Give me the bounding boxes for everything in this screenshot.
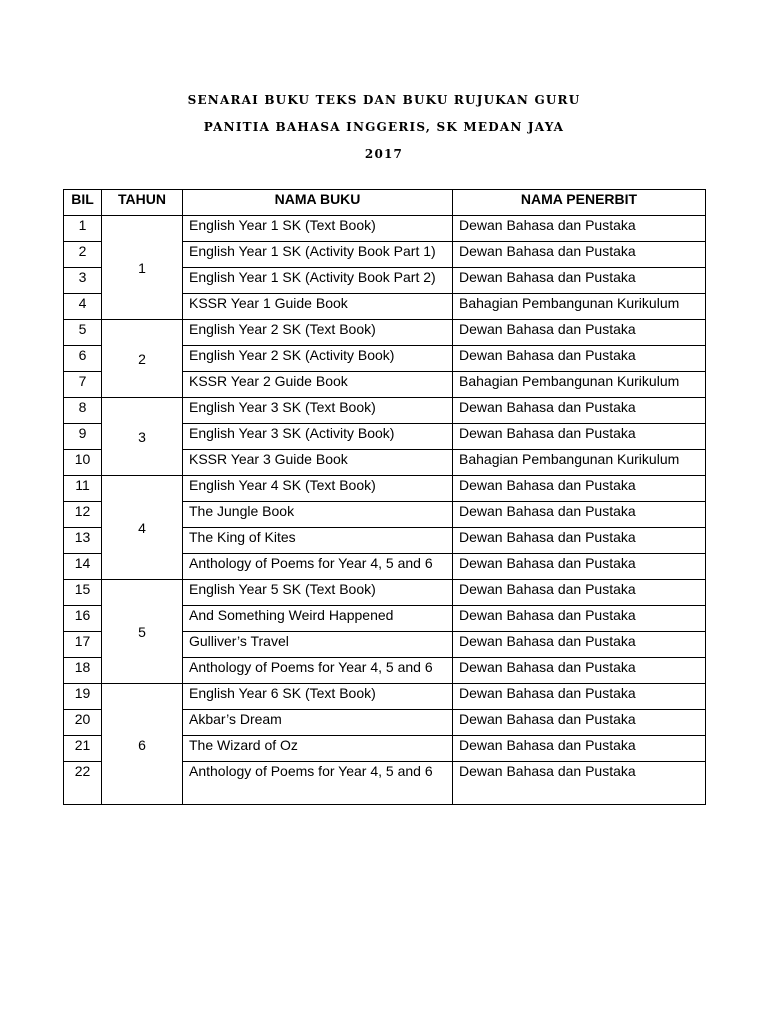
cell-nama-buku: English Year 6 SK (Text Book) [183,684,453,710]
cell-nama-penerbit: Dewan Bahasa dan Pustaka [453,268,706,294]
cell-nama-penerbit: Dewan Bahasa dan Pustaka [453,242,706,268]
cell-bil: 4 [64,294,102,320]
table-row [64,580,706,606]
cell-nama-buku: And Something Weird Happened [183,606,453,632]
cell-nama-buku: Anthology of Poems for Year 4, 5 and 6 [183,762,453,805]
cell-tahun: 4 [102,476,183,580]
cell-nama-buku: KSSR Year 3 Guide Book [183,450,453,476]
cell-bil: 13 [64,528,102,554]
cell-nama-penerbit: Dewan Bahasa dan Pustaka [453,684,706,710]
cell-nama-buku: English Year 1 SK (Text Book) [183,216,453,242]
cell-nama-penerbit: Dewan Bahasa dan Pustaka [453,710,706,736]
cell-nama-buku: English Year 4 SK (Text Book) [183,476,453,502]
cell-nama-penerbit: Dewan Bahasa dan Pustaka [453,762,706,805]
cell-bil: 2 [64,242,102,268]
table-body [64,216,706,805]
cell-bil: 21 [64,736,102,762]
cell-bil: 12 [64,502,102,528]
textbook-table [63,189,706,805]
cell-bil: 8 [64,398,102,424]
cell-bil: 20 [64,710,102,736]
cell-nama-buku: KSSR Year 2 Guide Book [183,372,453,398]
table-row [64,320,706,346]
document-title: SENARAI BUKU TEKS DAN BUKU RUJUKAN GURU [187,93,581,107]
cell-nama-penerbit: Dewan Bahasa dan Pustaka [453,554,706,580]
cell-nama-buku: English Year 5 SK (Text Book) [183,580,453,606]
cell-bil: 3 [64,268,102,294]
cell-tahun: 6 [102,684,183,805]
cell-nama-penerbit: Bahagian Pembangunan Kurikulum [453,450,706,476]
cell-nama-penerbit: Dewan Bahasa dan Pustaka [453,476,706,502]
cell-nama-buku: KSSR Year 1 Guide Book [183,294,453,320]
cell-bil: 5 [64,320,102,346]
cell-bil: 1 [64,216,102,242]
cell-bil: 19 [64,684,102,710]
cell-nama-buku: English Year 3 SK (Activity Book) [183,424,453,450]
document-subtitle: PANITIA BAHASA INGGERIS, SK MEDAN JAYA [203,120,565,134]
cell-tahun: 1 [102,216,183,320]
cell-bil: 22 [64,762,102,805]
cell-nama-buku: Anthology of Poems for Year 4, 5 and 6 [183,554,453,580]
cell-nama-buku: English Year 2 SK (Text Book) [183,320,453,346]
cell-nama-buku: Gulliver’s Travel [183,632,453,658]
cell-nama-penerbit: Dewan Bahasa dan Pustaka [453,528,706,554]
table-row [64,684,706,710]
cell-nama-penerbit: Dewan Bahasa dan Pustaka [453,320,706,346]
column-header-nama-buku: NAMA BUKU [183,190,453,216]
cell-nama-buku: The Jungle Book [183,502,453,528]
cell-nama-penerbit: Dewan Bahasa dan Pustaka [453,346,706,372]
cell-bil: 17 [64,632,102,658]
cell-nama-buku: English Year 1 SK (Activity Book Part 1) [183,242,453,268]
cell-bil: 10 [64,450,102,476]
document-year: 2017 [364,147,404,161]
table-row [64,476,706,502]
column-header-tahun: TAHUN [102,190,183,216]
cell-nama-buku: The Wizard of Oz [183,736,453,762]
cell-nama-penerbit: Dewan Bahasa dan Pustaka [453,736,706,762]
cell-nama-penerbit: Dewan Bahasa dan Pustaka [453,658,706,684]
cell-tahun: 2 [102,320,183,398]
cell-nama-penerbit: Dewan Bahasa dan Pustaka [453,424,706,450]
cell-nama-penerbit: Bahagian Pembangunan Kurikulum [453,294,706,320]
cell-bil: 15 [64,580,102,606]
cell-bil: 14 [64,554,102,580]
column-header-nama-penerbit: NAMA PENERBIT [453,190,706,216]
cell-nama-buku: English Year 1 SK (Activity Book Part 2) [183,268,453,294]
cell-nama-penerbit: Dewan Bahasa dan Pustaka [453,216,706,242]
cell-nama-buku: English Year 3 SK (Text Book) [183,398,453,424]
table-row [64,216,706,242]
column-header-bil: BIL [64,190,102,216]
table-header-row [64,190,706,216]
cell-nama-penerbit: Dewan Bahasa dan Pustaka [453,580,706,606]
cell-tahun: 3 [102,398,183,476]
cell-bil: 18 [64,658,102,684]
cell-nama-penerbit: Dewan Bahasa dan Pustaka [453,632,706,658]
cell-nama-buku: Akbar’s Dream [183,710,453,736]
cell-nama-buku: Anthology of Poems for Year 4, 5 and 6 [183,658,453,684]
cell-nama-penerbit: Dewan Bahasa dan Pustaka [453,606,706,632]
cell-nama-penerbit: Bahagian Pembangunan Kurikulum [453,372,706,398]
cell-nama-penerbit: Dewan Bahasa dan Pustaka [453,502,706,528]
cell-nama-penerbit: Dewan Bahasa dan Pustaka [453,398,706,424]
cell-bil: 9 [64,424,102,450]
cell-bil: 6 [64,346,102,372]
cell-bil: 7 [64,372,102,398]
cell-bil: 16 [64,606,102,632]
cell-bil: 11 [64,476,102,502]
cell-nama-buku: The King of Kites [183,528,453,554]
cell-tahun: 5 [102,580,183,684]
table-row [64,398,706,424]
cell-nama-buku: English Year 2 SK (Activity Book) [183,346,453,372]
